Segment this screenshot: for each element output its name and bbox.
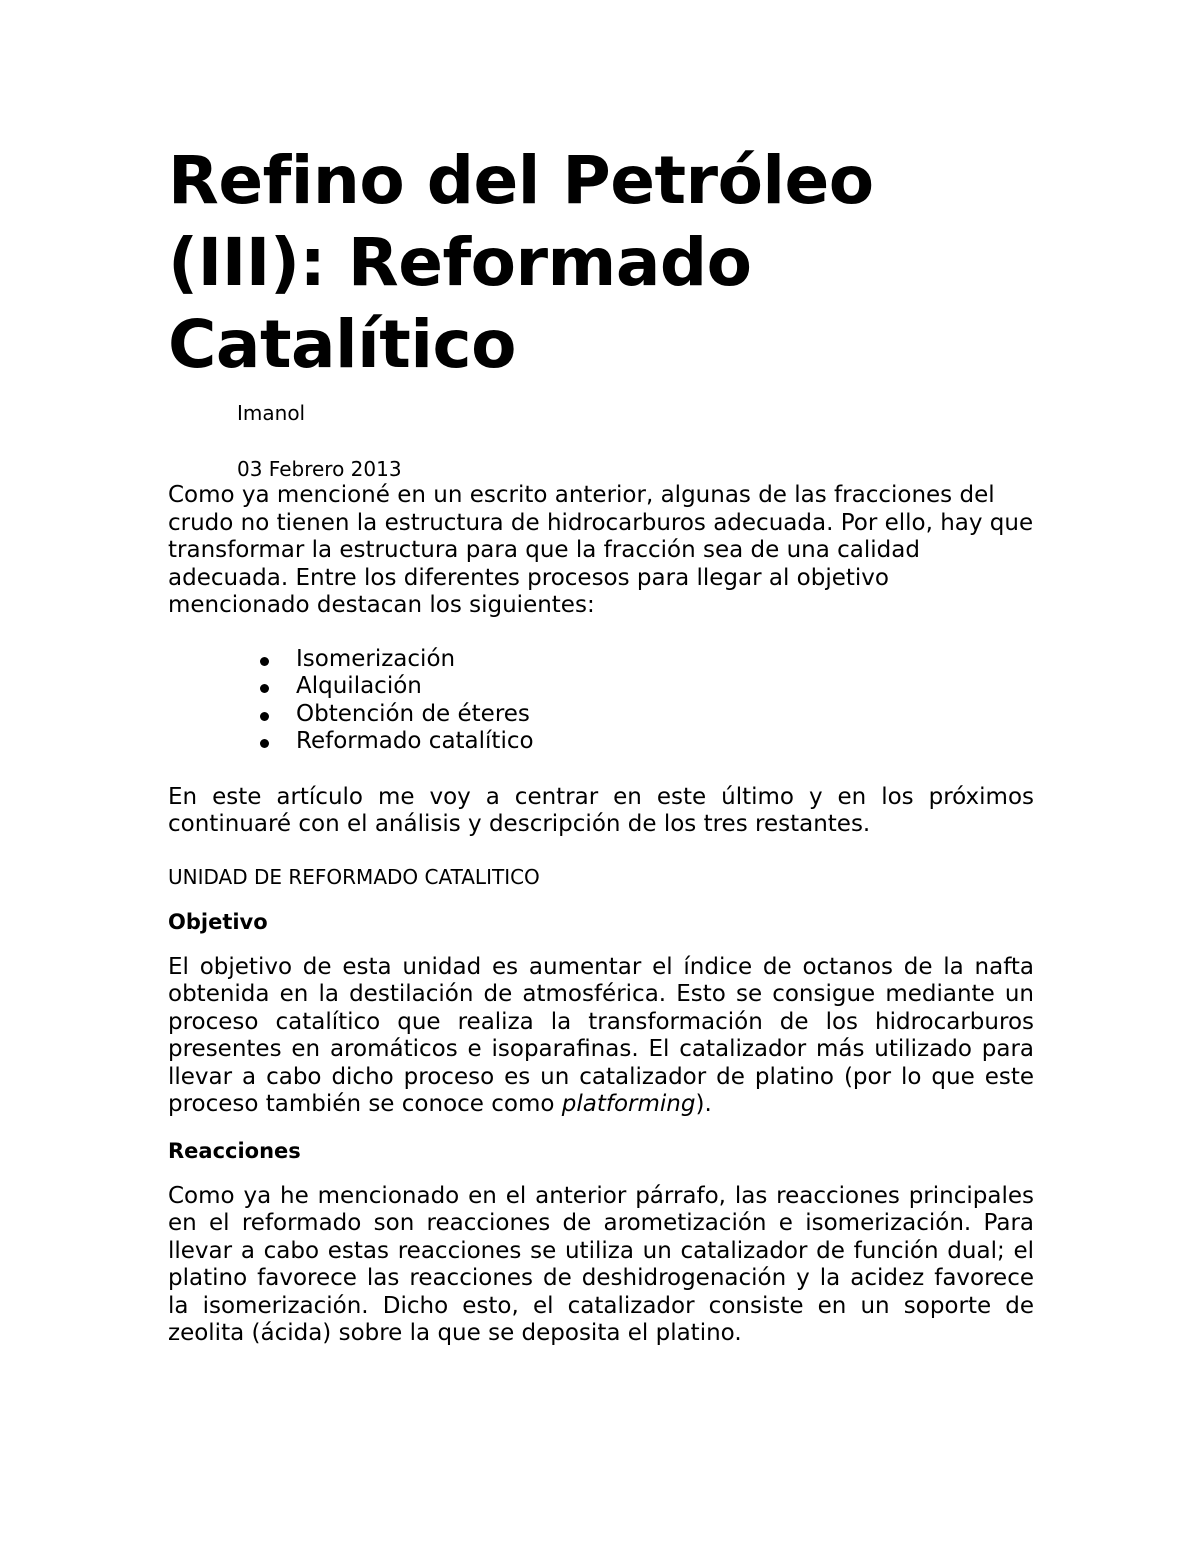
list-item	[168, 701, 1034, 729]
process-list	[168, 646, 1034, 756]
platforming-term: platforming	[561, 1091, 696, 1117]
author-name: Imanol	[237, 401, 306, 425]
document-title: Refino del Petróleo (III): Reformado Catalítico	[168, 142, 874, 383]
bullet-icon	[260, 712, 269, 721]
bullet-icon	[260, 657, 269, 666]
objetivo-heading: Objetivo	[168, 909, 268, 934]
section-label: UNIDAD DE REFORMADO CATALITICO	[168, 864, 540, 889]
list-item-label: Isomerización	[296, 645, 456, 672]
document-page	[168, 140, 1034, 1348]
objetivo-paragraph	[168, 954, 1034, 1119]
list-item	[168, 728, 1034, 756]
reacciones-heading: Reacciones	[168, 1138, 301, 1163]
objetivo-text: El objetivo de esta unidad es aumentar el índice de octanos de la nafta obtenida en la destilación de atmosférica. Esto se consigue mediante un proceso catalítico que realiza la transformación de los hidrocarburos presentes en aromáticos e isoparafinas. El catalizador más utilizado para llevar a cabo dicho proceso es un catalizador de platino (por lo que este proceso también se conoce como	[168, 953, 1034, 1117]
list-item	[168, 673, 1034, 701]
list-item-label: Reformado catalítico	[296, 728, 534, 754]
bullet-icon	[260, 739, 269, 748]
article-focus-paragraph: En este artículo me voy a centrar en este último y en los próximos continuaré con el análisis y descripción de los tres restantes.	[168, 783, 1034, 837]
bullet-icon	[260, 684, 269, 693]
list-item	[168, 646, 1034, 674]
list-item-label: Obtención de éteres	[296, 700, 530, 727]
reacciones-paragraph: Como ya he mencionado en el anterior párrafo, las reacciones principales en el reformado son reacciones de arometización e isomerización. Para llevar a cabo estas reacciones se utiliza un catalizador de función dual; el platino favorece las reacciones de deshidrogenación y la acidez favorece la isomerización. Dicho esto, el catalizador consiste en un soporte de zeolita (ácida) sobre la que se deposita el platino.	[168, 1182, 1034, 1346]
intro-paragraph: Como ya mencioné en un escrito anterior, algunas de las fracciones del crudo no tienen la estructura de hidrocarburos adecuada. Por ello, hay que transformar la estructura para que la fracción sea de una calidad adecuada. Entre los diferentes procesos para llegar al objetivo mencionado destacan los siguientes:	[168, 482, 1034, 618]
publication-date: 03 Febrero 2013	[237, 457, 402, 481]
objetivo-text-end: ).	[695, 1091, 712, 1117]
list-item-label: Alquilación	[296, 673, 422, 699]
